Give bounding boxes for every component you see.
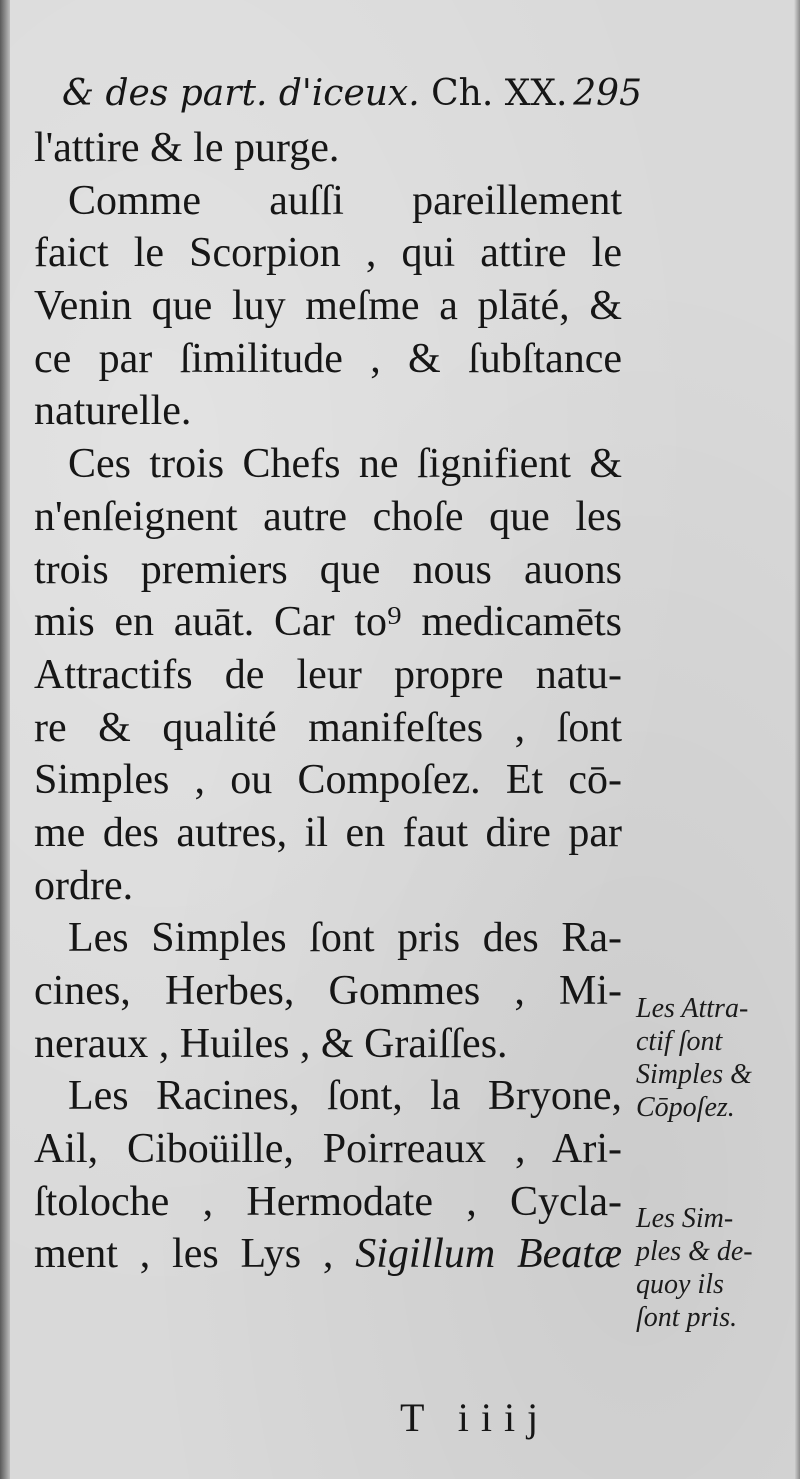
text-line: ſtoloche , Hermodate , Cycla- [34,1178,622,1225]
text-fragment-italic: Sigillum Beatæ [355,1231,622,1278]
margin-note-line: Cōpoſez. [636,1092,735,1123]
running-header [62,68,642,120]
text-line: me des autres, il en faut dire par [34,809,622,856]
text-line: l'attire & le purge. [34,125,340,171]
signature-mark: T iiij [400,1395,551,1440]
text-line: Les Simples ſont pris des Ra- [68,915,622,962]
margin-note-line: Les Attra- [636,993,749,1024]
text-line: Venin que luy meſme a plāté, & [34,283,622,330]
text-line: ce par ſimilitude , & ſubſtance [34,335,622,382]
margin-note-line: quoy ils [636,1269,724,1300]
margin-note-line: ctif ſont [636,1026,723,1057]
text-line: n'enſeignent autre choſe que les [34,493,622,540]
text-line: Attractifs de leur propre natu- [34,651,622,698]
text-fragment: ment , les Lys , [34,1231,334,1278]
page-number: 295 [573,73,642,114]
text-line: Comme auſſi pareillement [68,177,622,224]
text-line: Ail, Ciboüille, Poirreaux , Ari- [34,1126,622,1173]
margin-note-attractifs [636,992,752,1124]
margin-note-simples [636,1202,753,1334]
text-line: ordre. [34,862,134,909]
page-edge-shadow-left [0,0,10,1479]
text-line: trois premiers que nous auons [34,546,622,593]
text-line: Simples , ou Compoſez. Et cō- [34,757,622,804]
running-title: & des part. d'iceux. [62,73,420,114]
margin-note-line: ſont pris. [636,1302,738,1333]
text-line: mis en auāt. Car to⁹ medicamēts [34,599,622,646]
text-line: Les Racines, ſont, la Bryone, [68,1073,622,1120]
text-line: neraux , Huiles , & Graiſſes. [34,1020,508,1067]
page-edge-shadow-right [794,0,800,1479]
margin-note-line: Les Sim- [636,1203,734,1234]
text-line: Ces trois Chefs ne ſignifient & [68,441,622,488]
chapter-label: Ch. XX. [431,73,568,114]
text-line: re & qualité manifeſtes , ſont [34,704,622,751]
text-line [34,1228,622,1281]
text-line: faict le Scorpion , qui attire le [34,230,622,277]
text-line: naturelle. [34,388,192,435]
margin-note-line: Simples & [636,1059,752,1090]
text-line: cines, Herbes, Gommes , Mi- [34,968,622,1014]
body-text [34,122,622,1281]
margin-note-line: ples & de- [636,1236,753,1267]
